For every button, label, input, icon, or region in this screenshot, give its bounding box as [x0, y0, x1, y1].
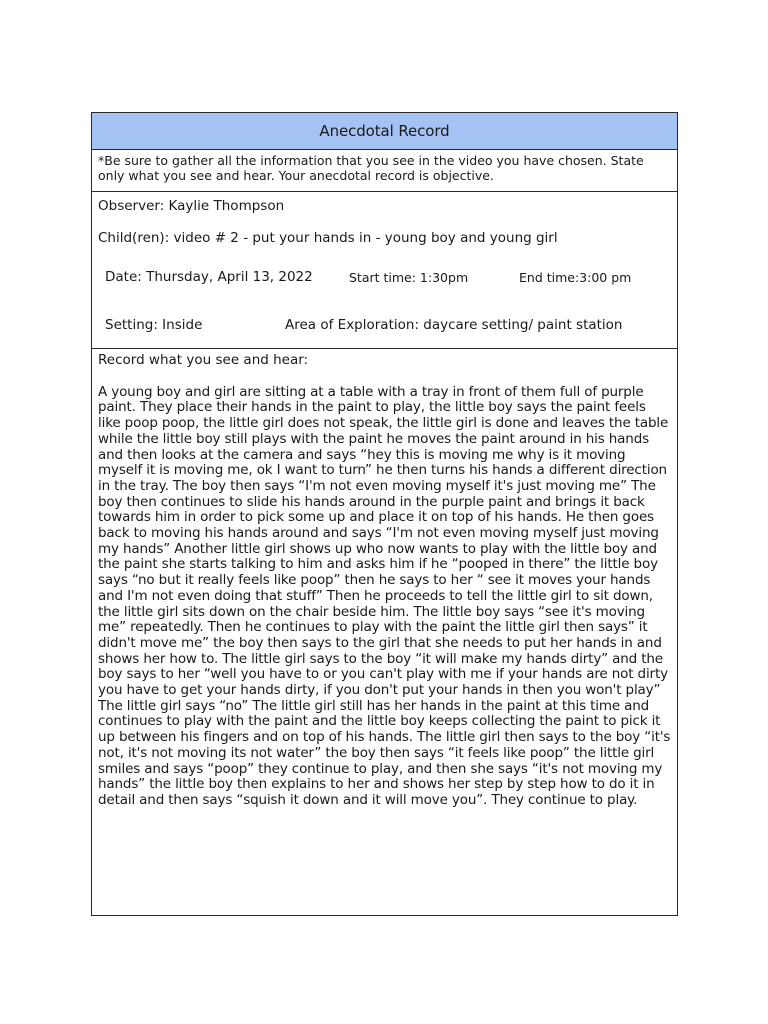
observations-text: A young boy and girl are sitting at a table with a tray in front of them full of purple paint. They place their hands in the paint to play, the little boy says the paint feels like poop poop, the little girl does not speak, the little girl is done and leaves the table while the little boy still plays with the paint he moves the paint around in his hands and then looks at the camera and says “hey this is moving me why is it moving myself it is moving me, ok I want to turn” he then turns his hands a different direction in the tray. The boy then says “I'm not even moving myself it's just moving me” The boy then continues to slide his hands around in the purple paint and brings it back towards him in order to pick some up and place it on top of his hands. He then goes back to moving his hands around and says “I'm not even moving myself just moving my hands” Another little girl shows up who now wants to play with the little boy and the paint she starts talking to him and asks him if he “pooped in there” the little boy says “no but it really feels like poop” then he says to her “ see it moves your hands and I'm not even doing that stuff” Then he proceeds to tell the little girl to sit down, the little girl sits down on the chair beside him. The little boy says “see it's moving me” repeatedly. Then he continues to play with the paint the little girl then says” it didn't move me” the boy then says to the girl that she needs to put her hands in and shows her how to. The little girl says to the boy “it will make my hands dirty” and the boy says to her “well you have to or you can't play with me if your hands are not dirty you have to get your hands dirty, if you don't put your hands in then you won't play” The little girl says “no” The little girl still has her hands in the paint at this time and continues to play with the paint and the little boy keeps collecting the paint to pick it up between his fingers and on top of his hands. The little girl then says to the boy “it's not, it's not moving its not water” the boy then says “it feels like poop” the little girl smiles and says “poop” they continue to play, and then she says “it's not moving my hands” the little boy then explains to her and shows her step by step how to do it in detail and then says “squish it down and it will move you”. They continue to play.	[98, 383, 671, 808]
observer-field: Observer: Kaylie Thompson	[98, 198, 285, 214]
instructions-text: *Be sure to gather all the information that you see in the video you have chosen. State only what you see and hear. Your anecdotal record is objective.	[98, 153, 644, 183]
anecdotal-record-form	[91, 112, 678, 916]
observations-heading: Record what you see and hear:	[98, 352, 309, 368]
observations-section	[92, 349, 677, 915]
record-title: Anecdotal Record	[319, 122, 450, 140]
observation-info-section	[92, 192, 677, 349]
record-title-bar	[92, 113, 677, 150]
children-field: Child(ren): video # 2 - put your hands in - young boy and young girl	[98, 230, 558, 246]
start-time-field: Start time: 1:30pm	[349, 270, 469, 285]
area-of-exploration-field: Area of Exploration: daycare setting/ paint station	[285, 317, 623, 333]
instructions-section	[92, 149, 677, 192]
date-field: Date: Thursday, April 13, 2022	[105, 269, 313, 285]
setting-field: Setting: Inside	[105, 317, 203, 333]
end-time-field: End time:3:00 pm	[519, 270, 632, 285]
